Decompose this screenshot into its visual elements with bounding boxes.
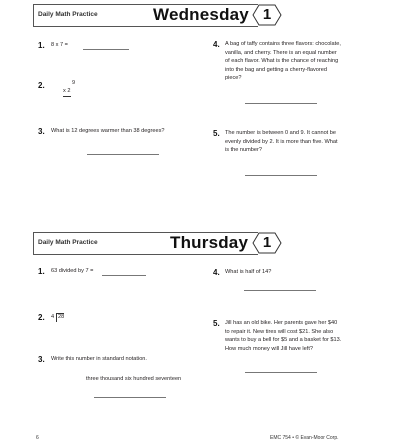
thursday-header-rule-bottom xyxy=(33,254,258,255)
thu-q5-line: Jill has an old bike. Her parents gave her $40 xyxy=(225,320,338,326)
thu-q1-text: 63 divided by 7 = xyxy=(51,268,94,274)
wed-q1-answer-line[interactable] xyxy=(83,49,129,50)
thu-q2-number: 2. xyxy=(38,313,45,322)
thu-q5-text xyxy=(225,319,385,353)
wednesday-header-rule-bottom xyxy=(33,26,258,27)
thu-q1-number: 1. xyxy=(38,267,45,276)
footer-credit: EMC 754 • © Evan-Moor Corp. xyxy=(270,435,339,441)
wed-q4-line: piece? xyxy=(225,75,242,82)
wed-q2-top: 9 xyxy=(72,80,76,86)
wed-q4-line: into the bag and getting a cherry-flavored xyxy=(225,66,327,73)
wed-q4-number: 4. xyxy=(213,40,220,49)
wed-q3-answer-line[interactable] xyxy=(87,154,159,155)
thu-q5-line: wants to buy a bell for $5 and a basket for $13. xyxy=(225,337,342,344)
thursday-week-badge xyxy=(252,232,282,254)
thu-q5-line: to repair it. New tires will cost $21. She also xyxy=(225,328,334,335)
wed-q4-text xyxy=(225,40,375,83)
thu-q3-subtext: three thousand six hundred seventeen xyxy=(86,376,182,382)
thu-q4-number: 4. xyxy=(213,268,220,277)
wed-q2-number: 2. xyxy=(38,81,45,90)
wed-q5-line: The number is between 0 and 9. It cannot be xyxy=(225,130,337,136)
wednesday-week-badge xyxy=(252,4,282,26)
wed-q2-bottom: x 2 xyxy=(63,87,71,97)
wed-q3-number: 3. xyxy=(38,127,45,136)
thu-q3-text: Write this number in standard notation. xyxy=(51,356,147,362)
wed-q3-text: What is 12 degrees warmer than 38 degrees? xyxy=(51,128,165,134)
wed-q1-number: 1. xyxy=(38,41,45,50)
wed-q1-text: 8 x 7 = xyxy=(51,42,68,48)
wednesday-header-rule-left xyxy=(33,4,34,27)
wed-q5-text xyxy=(225,129,375,155)
wed-q4-line: A bag of taffy contains three flavors: chocolate, xyxy=(225,41,341,47)
thu-q1-answer-line[interactable] xyxy=(102,275,146,276)
wed-q5-line: is the number? xyxy=(225,147,263,154)
thu-q3-number: 3. xyxy=(38,355,45,364)
wed-q5-answer-line[interactable] xyxy=(245,175,317,176)
wednesday-section-label: Daily Math Practice xyxy=(38,11,98,18)
thu-q5-line: How much money will Jill have left? xyxy=(225,345,313,352)
thursday-day-title: Thursday xyxy=(170,233,249,252)
thu-q4-answer-line[interactable] xyxy=(244,290,316,291)
thursday-section-label: Daily Math Practice xyxy=(38,239,98,246)
wed-q4-line: of each flavor. What is the chance of reaching xyxy=(225,58,339,65)
thu-q3-answer-line[interactable] xyxy=(94,397,166,398)
thu-q2-dividend: 28 xyxy=(58,314,65,320)
page-number: 6 xyxy=(36,435,39,441)
thu-q4-text: What is half of 14? xyxy=(225,269,272,275)
thursday-header-rule-left xyxy=(33,232,34,255)
wednesday-week-number: 1 xyxy=(262,6,272,23)
wed-q4-answer-line[interactable] xyxy=(245,103,317,104)
thu-q5-answer-line[interactable] xyxy=(245,372,317,373)
wed-q5-number: 5. xyxy=(213,129,220,138)
thu-q2-divisor: 4 xyxy=(51,314,55,320)
wed-q4-line: vanilla, and cherry. There is an equal number xyxy=(225,49,337,56)
thu-q5-number: 5. xyxy=(213,319,220,328)
wed-q5-line: evenly divided by 2. It is more than five. What xyxy=(225,138,338,145)
wednesday-day-title: Wednesday xyxy=(153,5,249,24)
thursday-week-number: 1 xyxy=(262,234,272,251)
